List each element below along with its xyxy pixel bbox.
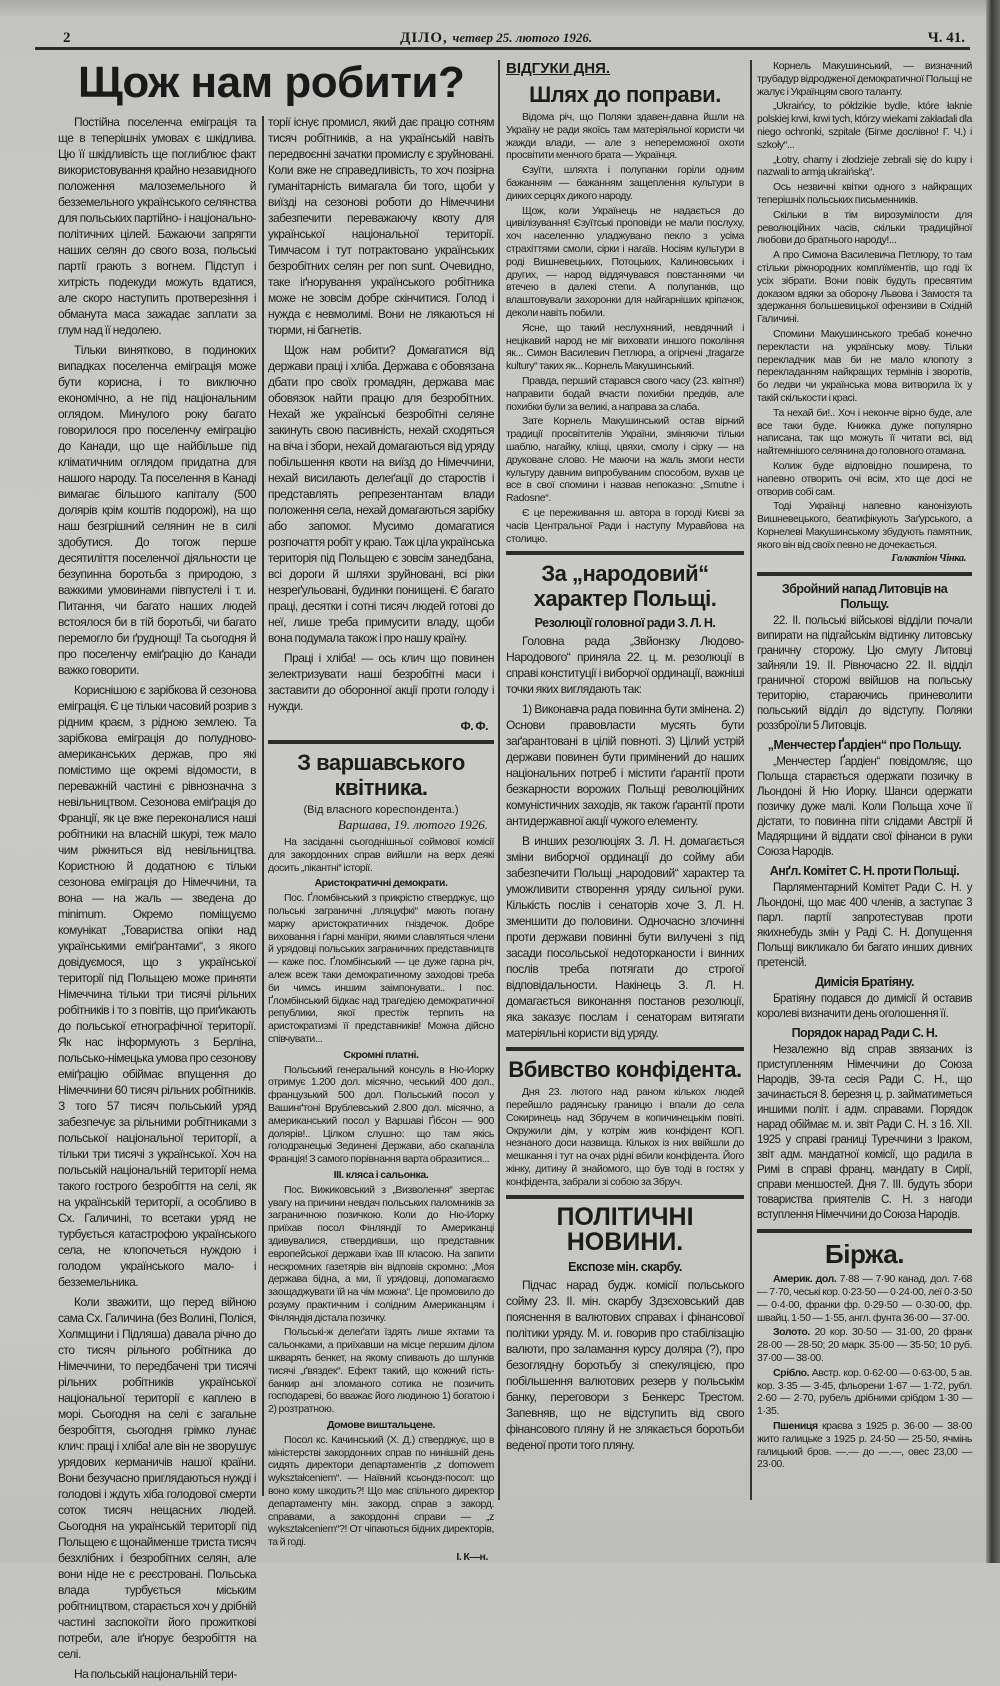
- rate-label: Срібло.: [773, 1366, 810, 1379]
- subheading: Аристократичні демократи.: [314, 877, 448, 890]
- subheading: Димісія Братіяну.: [815, 975, 914, 990]
- news-items: [757, 582, 972, 1223]
- column-4: [757, 60, 972, 1473]
- section-rule: [506, 1195, 744, 1199]
- paragraph: Відома річ, що Поляки здавен-давна йшли на Україну не ради якоїсь там матеріяльної користи чи жажди влади, — але з непереможної охоти просвітити менчого брата — Українця.: [506, 111, 744, 162]
- paragraph: „Менчестер Ґардіен“ повідомляє, що Польща старається одержати позичку в Льондоні й Ню Иорку. Шанси одержати позичку дуже малі. Коли Польща хоче її дістати, то повинна піти слідами Австрії й Мадярщини й віддати свої фінанси в руки Союза Народів.: [757, 756, 972, 859]
- page-edge: [986, 0, 1000, 1563]
- header-rule: [35, 47, 970, 50]
- masthead: [400, 30, 592, 47]
- dateline: Варшава, 19. лютого 1926.: [337, 817, 488, 832]
- lead-article-title: Щож нам робити?: [78, 58, 465, 107]
- paragraph: В инших резолюціях З. Л. Н. домагається зміни виборчої ординації до сойму аби забезпечити Польщі „народовий“ характер та уможливити створення уряду сильної руки. Кількість послів і сенаторів хоче З. Л. Н. зменшити до половини. Одночасно злочинні проти держави повинні бути вилучені з під засади посольської недоторканости і винних послів треба потягати до строгої відповідальности. Накінець З. Л. Н. домагається виконання постанов резолюції, яка заказує послам і сенаторам витягати матеріяльні користи від уряду.: [506, 834, 744, 1041]
- rate-label: Америк. дол.: [773, 1273, 837, 1286]
- article-title: Біржа.: [825, 1239, 904, 1270]
- paragraph: Правда, перший старався свого часу (23. квітня!) направити бодай вчасти похибки предків, але похибки були за великі, а направа за слаба.: [506, 374, 744, 413]
- section-kicker: ВІДГУКИ ДНЯ.: [506, 60, 611, 77]
- paragraph: Братіяну подався до димісії й оставив королеві визначити день оголошення її.: [757, 993, 972, 1021]
- paragraph: Постійна поселенча еміграція та ще в теперішніх умовах є шкідлива. Цю її шкідливість ще поглиблює факт використовування крайно незавидного положення малоземельного й безземельного українського селянства для польських партійно- і національно-політичних цілей. Бажаючи запрягти наших селян до свого воза, польські партії грають з вогнем. Підступ і хитрість подекуди можуть вдатися, але скоро наступить протверезіння і обманута маса зажадає заплати за глум над її недолею.: [58, 115, 256, 337]
- article-title: Вбивство конфідента.: [508, 1057, 742, 1083]
- paragraph: Парляментарний Комітет Ради С. Н. у Льондоні, що має 400 членів, а заступає 3 парл. партії запротестував проти якихнебудь змін у Раді С. Н. Допущення Польщі викликало би багато инших дивних претенсій.: [757, 882, 972, 970]
- article-body: [506, 1086, 744, 1188]
- rate-values: 20 кор. 30·50 — 31·00, 20 франк 28·00 — 28·50; 20 марк. 35·00 — 35·50; 10 руб. 37·00 — 38·00.: [757, 1326, 972, 1365]
- paragraph: Польські-ж делеґати їздять лише яхтами та сальонками, а приїхавши на місце першим ділом шкварять бенкет, на якому спивають до шлунків тисячі „ґвяздек“. Ефект такий, що кожний гість-банкир ані зломаного сотика не позичить господареві, бо вважає його людиною 1) богатою і 2) розтратною.: [268, 1326, 494, 1416]
- paragraph: Та нехай би!.. Хоч і неконче вірно буде, але все таки буде. Книжка дуже популярно написана, так що можуть її читати всі, від найтемнішого селянина до головного отамана.: [757, 406, 972, 458]
- paragraph: Колиж буде відповідно поширена, то напевно отворить очі всім, хто ще досі не отворив собі сам.: [757, 459, 972, 498]
- paragraph: Корнель Макушинський, — визначний трубадур відродженої демократичної Польщі не жалує і Українцям свого таланту.: [757, 60, 972, 98]
- subheading: Резолюції головної ради З. Л. Н.: [534, 616, 716, 631]
- paragraph: Скільки в тім вирозумілости для революційних часів, скільки традиційної любови до братнього народу!...: [757, 208, 972, 247]
- article-body: [506, 615, 744, 1041]
- subheading: Скромні платні.: [343, 1048, 419, 1061]
- section-title: ПОЛІТИЧНІ НОВИНИ.: [556, 1202, 694, 1256]
- paragraph: Пос. Ґломбінський з прикрістю стверджує, що польські заграничні „пляцуфкі“ мають погану марку аристократичних гніздечок. Добре виховання і ґарні манїри, якими славляться члени й урядовці польських заграничних представництв — каже пос. Ґломбінський — це дуже гарна річ, алеж всеж таки демократичному заходові треба би чимсь иншим заімпонувати.. І пос. Ґломбінський бідкає над трагедією демократичної републики, якої престіж терпить на аристократизмі її представників! Можна дійсно співчувати...: [268, 892, 494, 1045]
- subheading: Експозе мін. скарбу.: [568, 1259, 682, 1274]
- paragraph: Єзуїти, шляхта і полупанки горіли одним бажанням — бажанням защеплення культури в диких серцях дикого народу.: [506, 164, 744, 202]
- paragraph: [757, 1273, 972, 1324]
- paragraph: Ось незвичні квітки одного з найкращих теперішніх польських письменників.: [757, 181, 972, 206]
- paragraph: Кориснішою є зарібкова й сезонова еміграція. Є це тільки часовий розрив з рідним краєм, з рідною землею. Та зарібкова еміграція до полудново-американських держав, про які помістимо ще окремі відомости, в переважній частині є рівнозначна з невільництвом. Сезонова еміґрація до Франції, як це вже переконалися наші робітники на власній шкурі, теж мало чим ріжниться від невільництва. Користною й додатною є тільки сезонова еміграція до Німеччини, та вона — на жаль — зведена до minimum. Окремо поміщуємо комунікат „Товариства опіки над українськими еміґрантами“, з якого довідуємося, що з української території під Польщею може приняти Німеччина тільки три тисячі рільних робітників і то з повітів, що приґикають до польської етнографічної території. Як нас інформують з Берліна, польсько-німецька умова про сезонову еміґрацію обіймає впущення до Німеччини 60 тисяч рільних робітників. З того 57 тисяч польський уряд забезпечує за рільними робітниками з польської національної території, а тільки три тисячі з української. Хоч на польській національній території нема такого гострого безробіття на селі, як на українській території, а особливо в Сх. Галичині, то всетаки уряд не турбується катастрофою українського села, не клопочеться нуждою і голодом українського мало- і безземельника.: [58, 683, 256, 1289]
- article-subtitle: (Від власного кореспондента.): [303, 804, 459, 816]
- signature: Галактіон Чінка.: [891, 553, 966, 565]
- section-rule: [506, 551, 744, 555]
- paragraph: Пос. Вижиковський з „Визволення“ звертає увагу на причини невдач польських паломників за заграничною позичкою. Коли до Ню-Иорку приїхав посол Фінляндії то Американці здивувалися, ствердивши, що представник европейської держави їхав III класою. На запити нескромних газетярів він відповів скромно: „Моя держава бідна, а ми, її урядовці, допомагаємо заощаджувати їй на чім можна“. Це промовило до розуму практичним і солідним Американцям і Фінляндія дістала позичку.: [268, 1183, 494, 1324]
- rate-values: Австр. кор. 0·62·00 — 0·63·00, 5 ав. кор. 3·35 — 3·45, фльорени 1·67 — 1·72, рубл. 2·60 — 2·70, рубель дрібними срібдом 1·30 — 1·35.: [757, 1366, 972, 1418]
- section-rule: [757, 572, 972, 576]
- article-body: [268, 836, 494, 1564]
- scan-shadow: [0, 0, 1000, 18]
- paragraph: 1) Виконавча рада повинна бути змінена. 2) Основи правовласти мусять бути заґарантовані в цілій повноті. 3) Цілий устрій держави повинен бути примінений до наших національних потреб і містити ґарантії проти безкарности ворожих Польщі революційних комуністичних заходів, як також ґарантії проти антидержавної акції чужого елементу.: [506, 702, 744, 829]
- article-title: За „народовий“ характер Польщі.: [533, 561, 717, 612]
- paragraph: Головна рада „Звйонзку Людово-Народового“ приняла 22. ц. м. резолюції в справі конституції і виборчої ординації, важніші точки яких виглядають так:: [506, 634, 744, 697]
- column-1: [58, 114, 256, 1686]
- signature: І. К—н.: [456, 1551, 488, 1564]
- subheading: Збройний напад Литовців на Польщу.: [781, 582, 948, 612]
- paragraph: Коли зважити, що перед війною сама Сх. Галичина (без Волині, Поліся, Холмщини і Підляша) давала річно до сто тисяч рільного робітника до Німеччини, то передбачені три тисячі рільних робітників української національної території є каплею в морі. Сьогодня на селі є загальне безробіття, сьогодня грімко лунає клич: праці і хліба! але він не зворушує урядових керманичів нашої країни. Вони безучасно приглядаються нужді і голодові і ждуть хіба голодової смерти соток тисяч нещасних людей. Сьогодня на українській території під Польщею є щонайменше триста тисяч безхлібних і безробітних селян, але вони ніде не є реєстровані. Польська влада турбується міським робітництвом, старається хоч у дрібній частині заспокоїти його прожиткові потреби, але іґнорує безробіття на селі.: [58, 1295, 256, 1661]
- warsaw-article: [268, 750, 494, 1564]
- paragraph: Є це переживання ш. автора в городі Києві за часів Центральної Ради і наступу Муравйова на столицю.: [506, 506, 744, 545]
- page-number: 2: [63, 30, 71, 46]
- article-body: [506, 111, 744, 545]
- article-continuation: [757, 60, 972, 566]
- paragraph: Зате Корнель Макушинський остав вірний традиції просвітителів України, зміняючи тільки шаблю, нагайку, кліщі, цвяхи, смолу і сірку — на друковане слово. Не маючи на жаль змоги нести культуру давним випробуваним способом, вухав це все в свої спомини і назвав непоказно: „Smutne i Radosne“.: [506, 415, 744, 505]
- paragraph: „Ukraińcy, to półdzikie bydle, które łaknie polskiej krwi, krwi tych, którzy wiekami zakładali dla niego ochronki, szpitale (Бігме дослівно! Г. Ч.) i szkoły“...: [757, 100, 972, 151]
- paragraph: [757, 1420, 972, 1471]
- subheading: „Менчестер Ґардіен“ про Польщу.: [767, 738, 962, 753]
- paragraph: торії існує промисл, який дає працю сотням тисяч робітників, а на українській навіть передвоєнні зачатки промислу є зруйновані. Коли вже не справедливість, то хоч позірна гуманітарність вимагала би того, щоби у виїзді на сезонові роботи до Німеччини забезпечити переважаючу квоту для української національної території. Тимчасом і тут потрактовано українських безробітних селян per non sunt. Очевидно, таке іґнорування українського робітника може не зовсім добре скінчитися. Голод і нужда є невмолимі. Вони не лякаються ні тюрми, ні багнетів.: [268, 115, 494, 337]
- article-title: Шлях до поправи.: [529, 82, 721, 107]
- column-2: [268, 114, 494, 1566]
- column-divider: [498, 60, 500, 1500]
- page-header: [55, 30, 965, 48]
- subheading: Анґл. Комітет С. Н. проти Польщі.: [769, 864, 960, 879]
- paper-name: ДІЛО,: [400, 30, 448, 46]
- paragraph: Спомини Макушинського требаб конечно перекласти на українську мову. Тільки перекладчик мав би не мало клопоту з перекладанням найкращих термінів і зворотів, бо ледви чи українська мова витворила їх у такій скількости і красі.: [757, 327, 972, 404]
- paragraph: Посол кс. Качинський (Х. Д.) стверджує, що в міністерстві закордонних справ по нинішній день сидять директори департаментів „z domowem wykształceniem“. — Наївний ксьондз-посол: що воно кому шкодить?! Що має спільного директор департаменту мін. закорд. справ з закорд. справами, а закордонні справи — „z wykształceniem“?! От чіпаються бідних директорів, та й годі.: [268, 1433, 494, 1549]
- subheading: Порядок нарад Ради С. Н.: [791, 1026, 938, 1041]
- issue-number: Ч. 41.: [927, 30, 965, 46]
- paragraph: Праці і хліба! — ось клич що повинен зелектризувати наші безробітні маси і заставити до оборонної акції проти голоду і нужди.: [268, 651, 494, 713]
- paragraph: Ясне, що такий неслухняний, невдячний і нецікавий народ не міг виховати иншого покоління як... Симон Василевич Петлюра, а огірчені „tragarze kultury“ таких як... Корнель Макушинський.: [506, 321, 744, 373]
- column-3: [506, 60, 744, 1457]
- rate-label: Пшениця: [773, 1420, 818, 1433]
- issue-date: четвер 25. лютого 1926.: [452, 30, 593, 45]
- lead-article-body: [58, 114, 256, 1682]
- paragraph: На засіданні сьогоднішньої соймової комісії для закордонних справ вийшли на верх деякі досить „пікантні“ історії.: [268, 836, 494, 874]
- paragraph: Підчас нарад будж. комісії польського сойму 23. II. мін. скарбу Здзєховський дав пояснення в валютових справах і фінансової політики уряду. М. и. говорив про стабілізацію валюти, про заламання курсу доляра (?), про безоглядну боротьбу зі спекуляцією, про побільшення валютових резерв у польськім банку, переговори з Бенкерс Трестом. Запевняв, що не відступить від свого фінансового пляну й не злякається боротьби веденої проти того пляну.: [506, 1277, 744, 1452]
- paragraph: Щож, коли Українець не надається до цивілізування! Єзуїтські проповіди не мали послуху, хоч населенню уладжувано пекло з усіма страхіттями смоли, сірки і нагаїв. Носіям культури в роді Вишневецьких, Потоцьких, Калиновських і других, — народ віддячувався повстаннями чи втечею в далекі степи. А полупанків, що влаштовували захоронки для найгарніших кріпачок, деколи навіть побили.: [506, 204, 744, 319]
- section-rule: [506, 1047, 744, 1051]
- rate-values: краєва з 1925 р. 36·00 — 38·00 жито галицьке з 1925 р. 24·50 — 25·50, ячмінь галицький бров. —.— до —.—, овес 23,00 — 23·00.: [757, 1420, 972, 1471]
- paragraph: [757, 1326, 972, 1364]
- section-rule: [268, 740, 494, 744]
- subheading: Домове виштальцене.: [326, 1419, 436, 1432]
- paragraph: „Łotry, chamy i złodzieje zebrali się do kupy i nazwali to armją ukraińską“.: [757, 153, 972, 179]
- article-title: З варшавського квітника.: [297, 750, 465, 800]
- paragraph: Тоді Українці напевно канонізують Вишневецького, беатифікують Заґурського, а Корнелеві Макушинському збудують памятник, якого він від своїх певно не дочекається.: [757, 500, 972, 551]
- column-divider: [262, 116, 264, 1496]
- lead-article-continuation: [268, 114, 494, 734]
- subheading: III. кляса і сальонка.: [333, 1168, 429, 1181]
- exchange-rates: [757, 1273, 972, 1471]
- paragraph: А про Симона Василевича Петлюру, то там стільки ріжнородних комплїментів, що годі їх усіх зібрати. Вони повік будуть пресвятим доказом вдяки за оборону Львова і Замостя та здержання большевицької офензиви в Східній Галичині.: [757, 249, 972, 326]
- paragraph: [757, 1367, 972, 1418]
- rate-label: Золото.: [773, 1326, 810, 1339]
- signature: Ф. Ф.: [460, 719, 488, 733]
- article-body: [506, 1259, 744, 1453]
- section-rule: [757, 1229, 972, 1233]
- paragraph: Тільки винятково, в подиноких випадках поселенча еміграція може бути корисна, і то виключно економічно, а не під національним оглядом. Минулого року багато говорилося про поселенчу еміграцію до Канади, що ще найбільше під кліматичним оглядом придатна для нашого народу. Та поселення в Канаді вимагає більшого капіталу (500 долярів крім коштів подорожі), на що наш безгрішний селянин не в силі здобутися. До тогож перше десятиліття поселенчої діяльности це безупинна боротьба з природою, з важкими умовинами півпустелі і т. и. Питання, чи багато наших людей встоялося би в тій боротьбі, чи багато перемогло би ґруднощі! Та сьогодня й про поселенчу еміґрацію до Канади важко говорити.: [58, 343, 256, 677]
- paragraph: На польській національній тери-: [74, 1667, 237, 1681]
- column-divider: [750, 60, 752, 1500]
- rate-values: 7·88 — 7·90 канад. дол. 7·68 — 7·70, чеські кор. 0·23·50 — 0·24·00, леї 0·3·50 — 0·4·00, франки фр. 0·29·50 — 0·30·00, фр. швайц. 1·50 — 1·55, англ. фунта 36·00 — 37·00.: [757, 1273, 972, 1324]
- paragraph: 22. II. польські військові відділи почали випирати на підгайськім відтинку литовську граничну сторожу. Цю смугу Литовці зайняли 19. II. Рівночасно 22. II. відділ граничної сторожі ввійшов на польську територію, стараючись приневолити польський відділ до відступу. Поляки роззброїли 5 Литовців.: [757, 615, 972, 733]
- paragraph: Щож нам робити? Домагатися від держави праці і хліба. Держава є обовязана дбати про своїх громадян, держава має обовязок найти працю для безробітних. Нехай же українські безробітні селяне закинуть свою пасивність, нехай сходяться на віча і збори, нехай домагаються від уряду побільшення квоти на виїзд до Німеччини, нехай висилають делеґації до старостів і представлять репрезентантам влади положення села, нехай домагаються зарібку або запомог. Мусимо домагатися розпочаття робіт у краю. Таж ціла українська територія під Польщею є зовсім занедбана, всі дороги й шляхи зруйновані, всі ріки незреґульовані, будинки понищені. Є багато праці, десятки і сотні тисяч людей готові до неї, лише треба примусити владу, щоби вона подумала також і про нашу країну.: [268, 343, 494, 645]
- paragraph: Польський генеральний консуль в Ню-Иорку отримує 1.200 дол. місячно, чеський 400 дол., французький 500 дол. Польський посол у Вашинґтоні Врублевський 2.800 дол. місячно, а американський посол у Варшаві Ґібсон — 900 долярів!.. Цілком слушно: що там якісь голодранецькі Зединені Держави, або скапаніла Франція! З самого порівнання варта образитися...: [268, 1063, 494, 1166]
- paragraph: Дня 23. лютого над раном кількох людей перейшло радянську границю і впали до села Сокиринець над Збручем в копичинецькім повіті. Окружили дім, у котрім жив конфідент КОП. незнаного доси назвища. Кількох із них ввійшли до мешкання і тут на очах рідні вбили конфідента. Його жінку, дитину й знайомого, що був тоді в гостях у конфідента, забрали зі собою за Збруч.: [506, 1086, 744, 1188]
- paragraph: Незалежно від справ звязаних із приступленням Німеччини до Союза Народів, 39-та сесія Ради С. Н., що зачинається 8. березня ц. р. займатиметься иншими політ. і адм. справами. Порядок нарад обіймає м. и. звіт Ради С. Н. з 16. XII. 1925 у справі границі Туреччини з Іраком, звіт адм. мандатної комісії, що радила в Римі в справі франц. мандату в Сирії, справи меншостей. Дня 7. III. будуть збори товариства приятелів С. Н. з нагоди вступлення Німеччини до Союза Народів.: [757, 1044, 972, 1222]
